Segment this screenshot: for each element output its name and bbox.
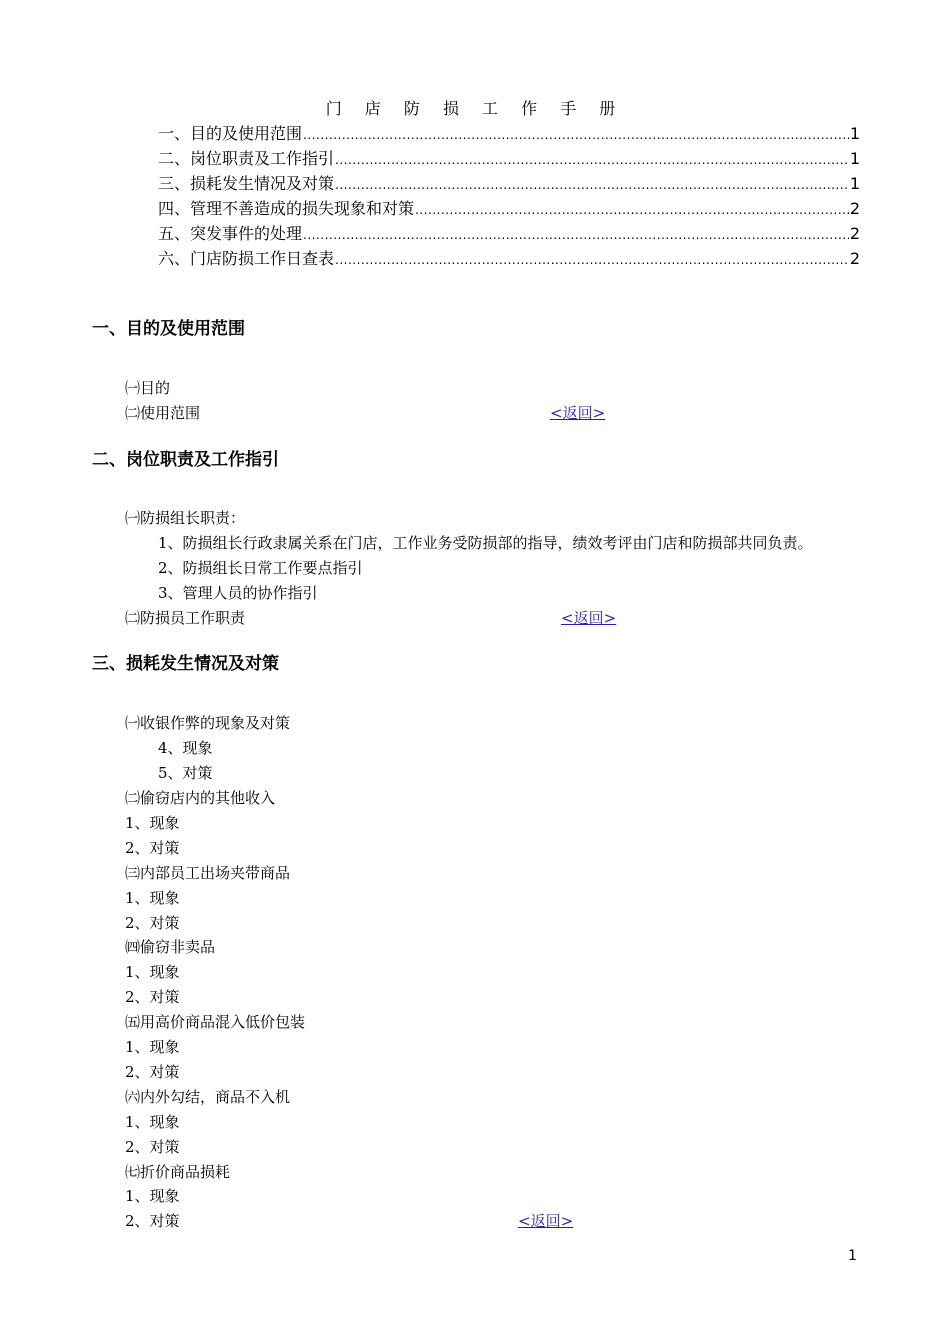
section-line: ㈡偷窃店内的其他收入 bbox=[125, 789, 276, 807]
toc-entry-page: 2 bbox=[849, 199, 860, 218]
section-heading: 三、损耗发生情况及对策 bbox=[92, 654, 279, 674]
section-line: ㈠收银作弊的现象及对策 bbox=[125, 714, 291, 732]
toc-entry-page: 1 bbox=[849, 174, 860, 193]
section-line: 1、现象 bbox=[125, 1113, 180, 1131]
back-link[interactable]: <返回> bbox=[561, 609, 617, 627]
document-title: 门 店 防 损 工 作 手 册 bbox=[325, 99, 625, 118]
section-line: ㈦折价商品损耗 bbox=[125, 1163, 231, 1181]
section-line: 1、现象 bbox=[125, 814, 180, 832]
section-line: 5、对策 bbox=[158, 764, 213, 782]
section-line: ㈡防损员工作职责 bbox=[125, 609, 246, 627]
toc-leader-dots bbox=[335, 248, 849, 273]
section-line: ㈤用高价商品混入低价包装 bbox=[125, 1013, 306, 1031]
toc-entry-page: 1 bbox=[849, 124, 860, 143]
toc-entry-text: 四、管理不善造成的损失现象和对策 bbox=[158, 199, 415, 218]
toc-entry-text: 二、岗位职责及工作指引 bbox=[158, 149, 335, 168]
section-line: ㈡使用范围 bbox=[125, 404, 201, 422]
page-number: 1 bbox=[848, 1248, 857, 1264]
back-link[interactable]: <返回> bbox=[518, 1212, 574, 1230]
toc-leader-dots bbox=[303, 223, 849, 248]
section-line: 2、对策 bbox=[125, 914, 180, 932]
toc-entry-text: 一、目的及使用范围 bbox=[158, 124, 303, 143]
toc-entry[interactable] bbox=[158, 221, 860, 246]
section-line: ㈣偷窃非卖品 bbox=[125, 938, 216, 956]
section-line: 2、对策 bbox=[125, 1063, 180, 1081]
section-line: 4、现象 bbox=[158, 739, 213, 757]
toc-entry-text: 五、突发事件的处理 bbox=[158, 224, 303, 243]
toc-entry[interactable] bbox=[158, 121, 860, 146]
section-line: 2、对策 bbox=[125, 1212, 180, 1230]
section-line: ㈠目的 bbox=[125, 379, 171, 397]
section-line: ㈠防损组长职责： bbox=[125, 509, 246, 527]
section-heading: 二、岗位职责及工作指引 bbox=[92, 450, 279, 470]
toc-entry[interactable] bbox=[158, 146, 860, 171]
section-line: ㈥内外勾结，商品不入机 bbox=[125, 1088, 291, 1106]
toc-entry[interactable] bbox=[158, 246, 860, 271]
section-line: ㈢内部员工出场夹带商品 bbox=[125, 864, 291, 882]
toc-entry[interactable] bbox=[158, 171, 860, 196]
section-line: 3、管理人员的协作指引 bbox=[158, 584, 318, 602]
toc-leader-dots bbox=[335, 173, 849, 198]
toc-entry-page: 2 bbox=[849, 224, 860, 243]
section-line: 1、现象 bbox=[125, 1187, 180, 1205]
toc-entry[interactable] bbox=[158, 196, 860, 221]
toc-leader-dots bbox=[335, 148, 849, 173]
toc-leader-dots bbox=[303, 123, 849, 148]
table-of-contents bbox=[158, 121, 860, 271]
section-line: 2、对策 bbox=[125, 988, 180, 1006]
toc-entry-page: 1 bbox=[849, 149, 860, 168]
section-line: 2、对策 bbox=[125, 1138, 180, 1156]
toc-entry-text: 三、损耗发生情况及对策 bbox=[158, 174, 335, 193]
toc-leader-dots bbox=[415, 198, 849, 223]
toc-entry-page: 2 bbox=[849, 249, 860, 268]
section-heading: 一、目的及使用范围 bbox=[92, 319, 245, 339]
toc-entry-text: 六、门店防损工作日查表 bbox=[158, 249, 335, 268]
section-line: 1、现象 bbox=[125, 889, 180, 907]
section-line: 2、对策 bbox=[125, 839, 180, 857]
section-line: 1、现象 bbox=[125, 963, 180, 981]
back-link[interactable]: <返回> bbox=[550, 404, 606, 422]
section-line: 1、现象 bbox=[125, 1038, 180, 1056]
section-line: 2、防损组长日常工作要点指引 bbox=[158, 559, 363, 577]
section-line: 1、防损组长行政隶属关系在门店，工作业务受防损部的指导，绩效考评由门店和防损部共同负责。 bbox=[158, 534, 813, 552]
